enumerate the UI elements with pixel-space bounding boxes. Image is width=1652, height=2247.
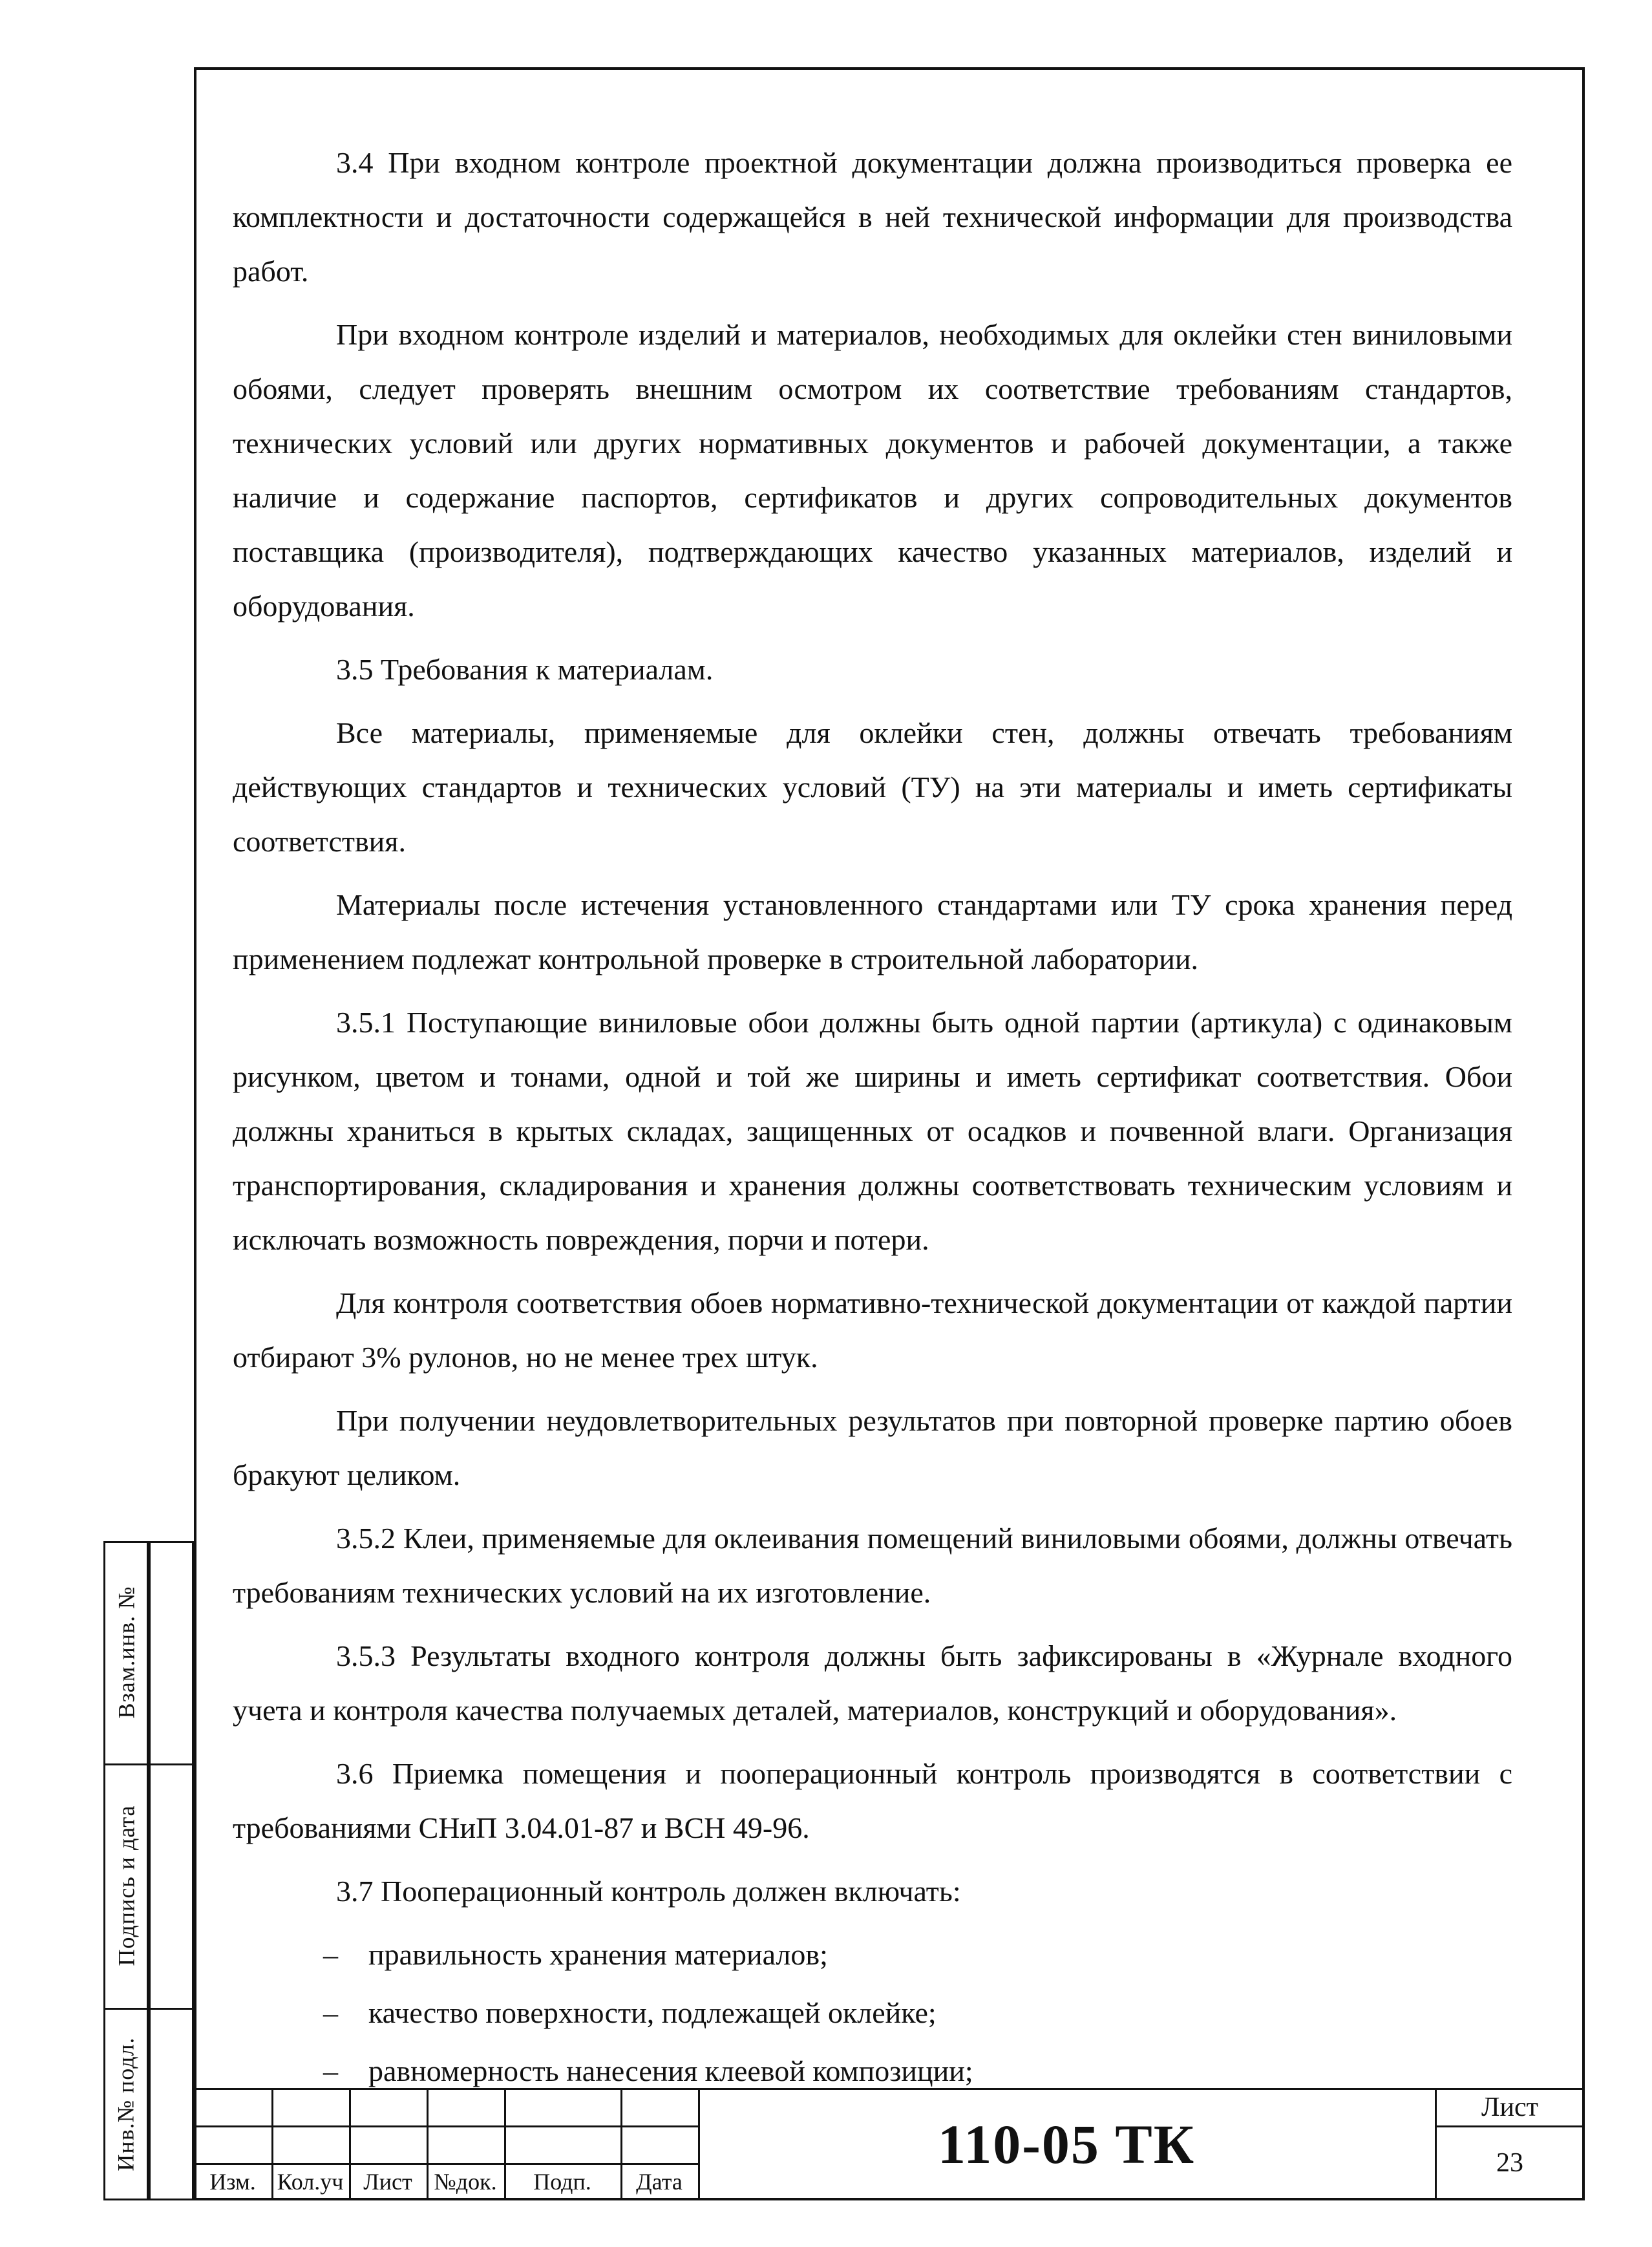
- paragraph-3-5-1: 3.5.1 Поступающие виниловые обои должны быть одной партии (артикула) с одинаковым рисунком, цветом и тонами, одной и той же ширины и иметь сертификат соответствия. Обои должны храниться в крытых складах, защищенных от осадков и почвенной влаги. Организация транспортирования, складирования и хранения должны соответствовать техническим условиям и исключать возможность повреждения, порчи и потери.: [233, 1006, 1512, 1256]
- column-podp: Подп.: [533, 2169, 591, 2195]
- sheet-number: 23: [1496, 2148, 1523, 2178]
- paragraph-rejection: При получении неудовлетворительных результатов при повторной проверке партию обоев бракуют целиком.: [233, 1404, 1512, 1491]
- column-ndok: №док.: [434, 2169, 497, 2195]
- column-kol-uch: Кол.уч: [277, 2169, 344, 2195]
- paragraph-3-5-2: 3.5.2 Клеи, применяемые для оклеивания помещений виниловыми обоями, должны отвечать требованиям технических условий на их изготовление.: [233, 1522, 1512, 1609]
- side-stamp-value-column: [149, 1541, 194, 2200]
- document-code: 110-05 ТК: [937, 2113, 1196, 2175]
- paragraph-materials-requirements: Все материалы, применяемые для оклейки стен, должны отвечать требованиям действующих стандартов и технических условий (ТУ) на эти материалы и иметь сертификаты соответствия.: [233, 716, 1512, 858]
- paragraph-input-control: При входном контроле изделий и материалов, необходимых для оклейки стен виниловыми обоями, следует проверять внешним осмотром их соответствие требованиям стандартов, технических условий или других нормативных документов и рабочей документации, а также наличие и содержание паспортов, сертификатов и других сопроводительных документов поставщика (производителя), подтверждающих качество указанных материалов, изделий и оборудования.: [233, 318, 1512, 623]
- column-list: Лист: [363, 2169, 412, 2195]
- side-stamp: [103, 1541, 194, 2200]
- paragraph-sampling: Для контроля соответствия обоев нормативно-технической документации от каждой партии отбирают 3% рулонов, но не менее трех штук.: [233, 1286, 1512, 1374]
- list-item-text: правильность хранения материалов;: [368, 1938, 828, 1971]
- dash-marker: –: [323, 2054, 338, 2087]
- paragraph-3-6: 3.6 Приемка помещения и пооперационный контроль производятся в соответствии с требованиями СНиП 3.04.01-87 и ВСН 49-96.: [233, 1757, 1512, 1844]
- side-stamp-podpis-text: Подпись и дата: [113, 1805, 140, 1966]
- side-stamp-vzam-text: Взам.инв. №: [113, 1586, 139, 1719]
- side-stamp-vzam: [103, 1541, 149, 1763]
- side-stamp-inv: [103, 2008, 149, 2200]
- side-stamp-podpis: [103, 1763, 149, 2008]
- list-item: [233, 1986, 1512, 2040]
- dash-marker: –: [323, 1938, 338, 1971]
- title-block: [194, 2088, 1585, 2200]
- paragraph-3-4: 3.4 При входном контроле проектной документации должна производиться проверка ее комплектности и достаточности содержащейся в ней технической информации для производства работ.: [233, 146, 1512, 288]
- list-item-text: качество поверхности, подлежащей оклейке;: [368, 1996, 937, 2029]
- paragraph-3-5-3: 3.5.3 Результаты входного контроля должны быть зафиксированы в «Журнале входного учета и контроля качества получаемых деталей, материалов, конструкций и оборудования».: [233, 1639, 1512, 1727]
- column-data: Дата: [636, 2169, 683, 2195]
- title-block-row-line: [194, 2125, 698, 2127]
- sheet-label: Лист: [1481, 2093, 1538, 2122]
- dash-marker: –: [323, 1996, 338, 2029]
- document-body: [233, 136, 1512, 2102]
- side-stamp-inv-text: Инв.№ подл.: [113, 2037, 139, 2171]
- column-izm: Изм.: [209, 2169, 256, 2195]
- paragraph-3-5: 3.5 Требования к материалам.: [336, 653, 714, 686]
- list-item: [233, 1928, 1512, 1982]
- paragraph-expired-materials: Материалы после истечения установленного стандартами или ТУ срока хранения перед применением подлежат контрольной проверке в строительной лаборатории.: [233, 888, 1512, 975]
- paragraph-3-7: 3.7 Пооперационный контроль должен включать:: [336, 1875, 961, 1908]
- list-item-text: равномерность нанесения клеевой композиции;: [368, 2054, 973, 2087]
